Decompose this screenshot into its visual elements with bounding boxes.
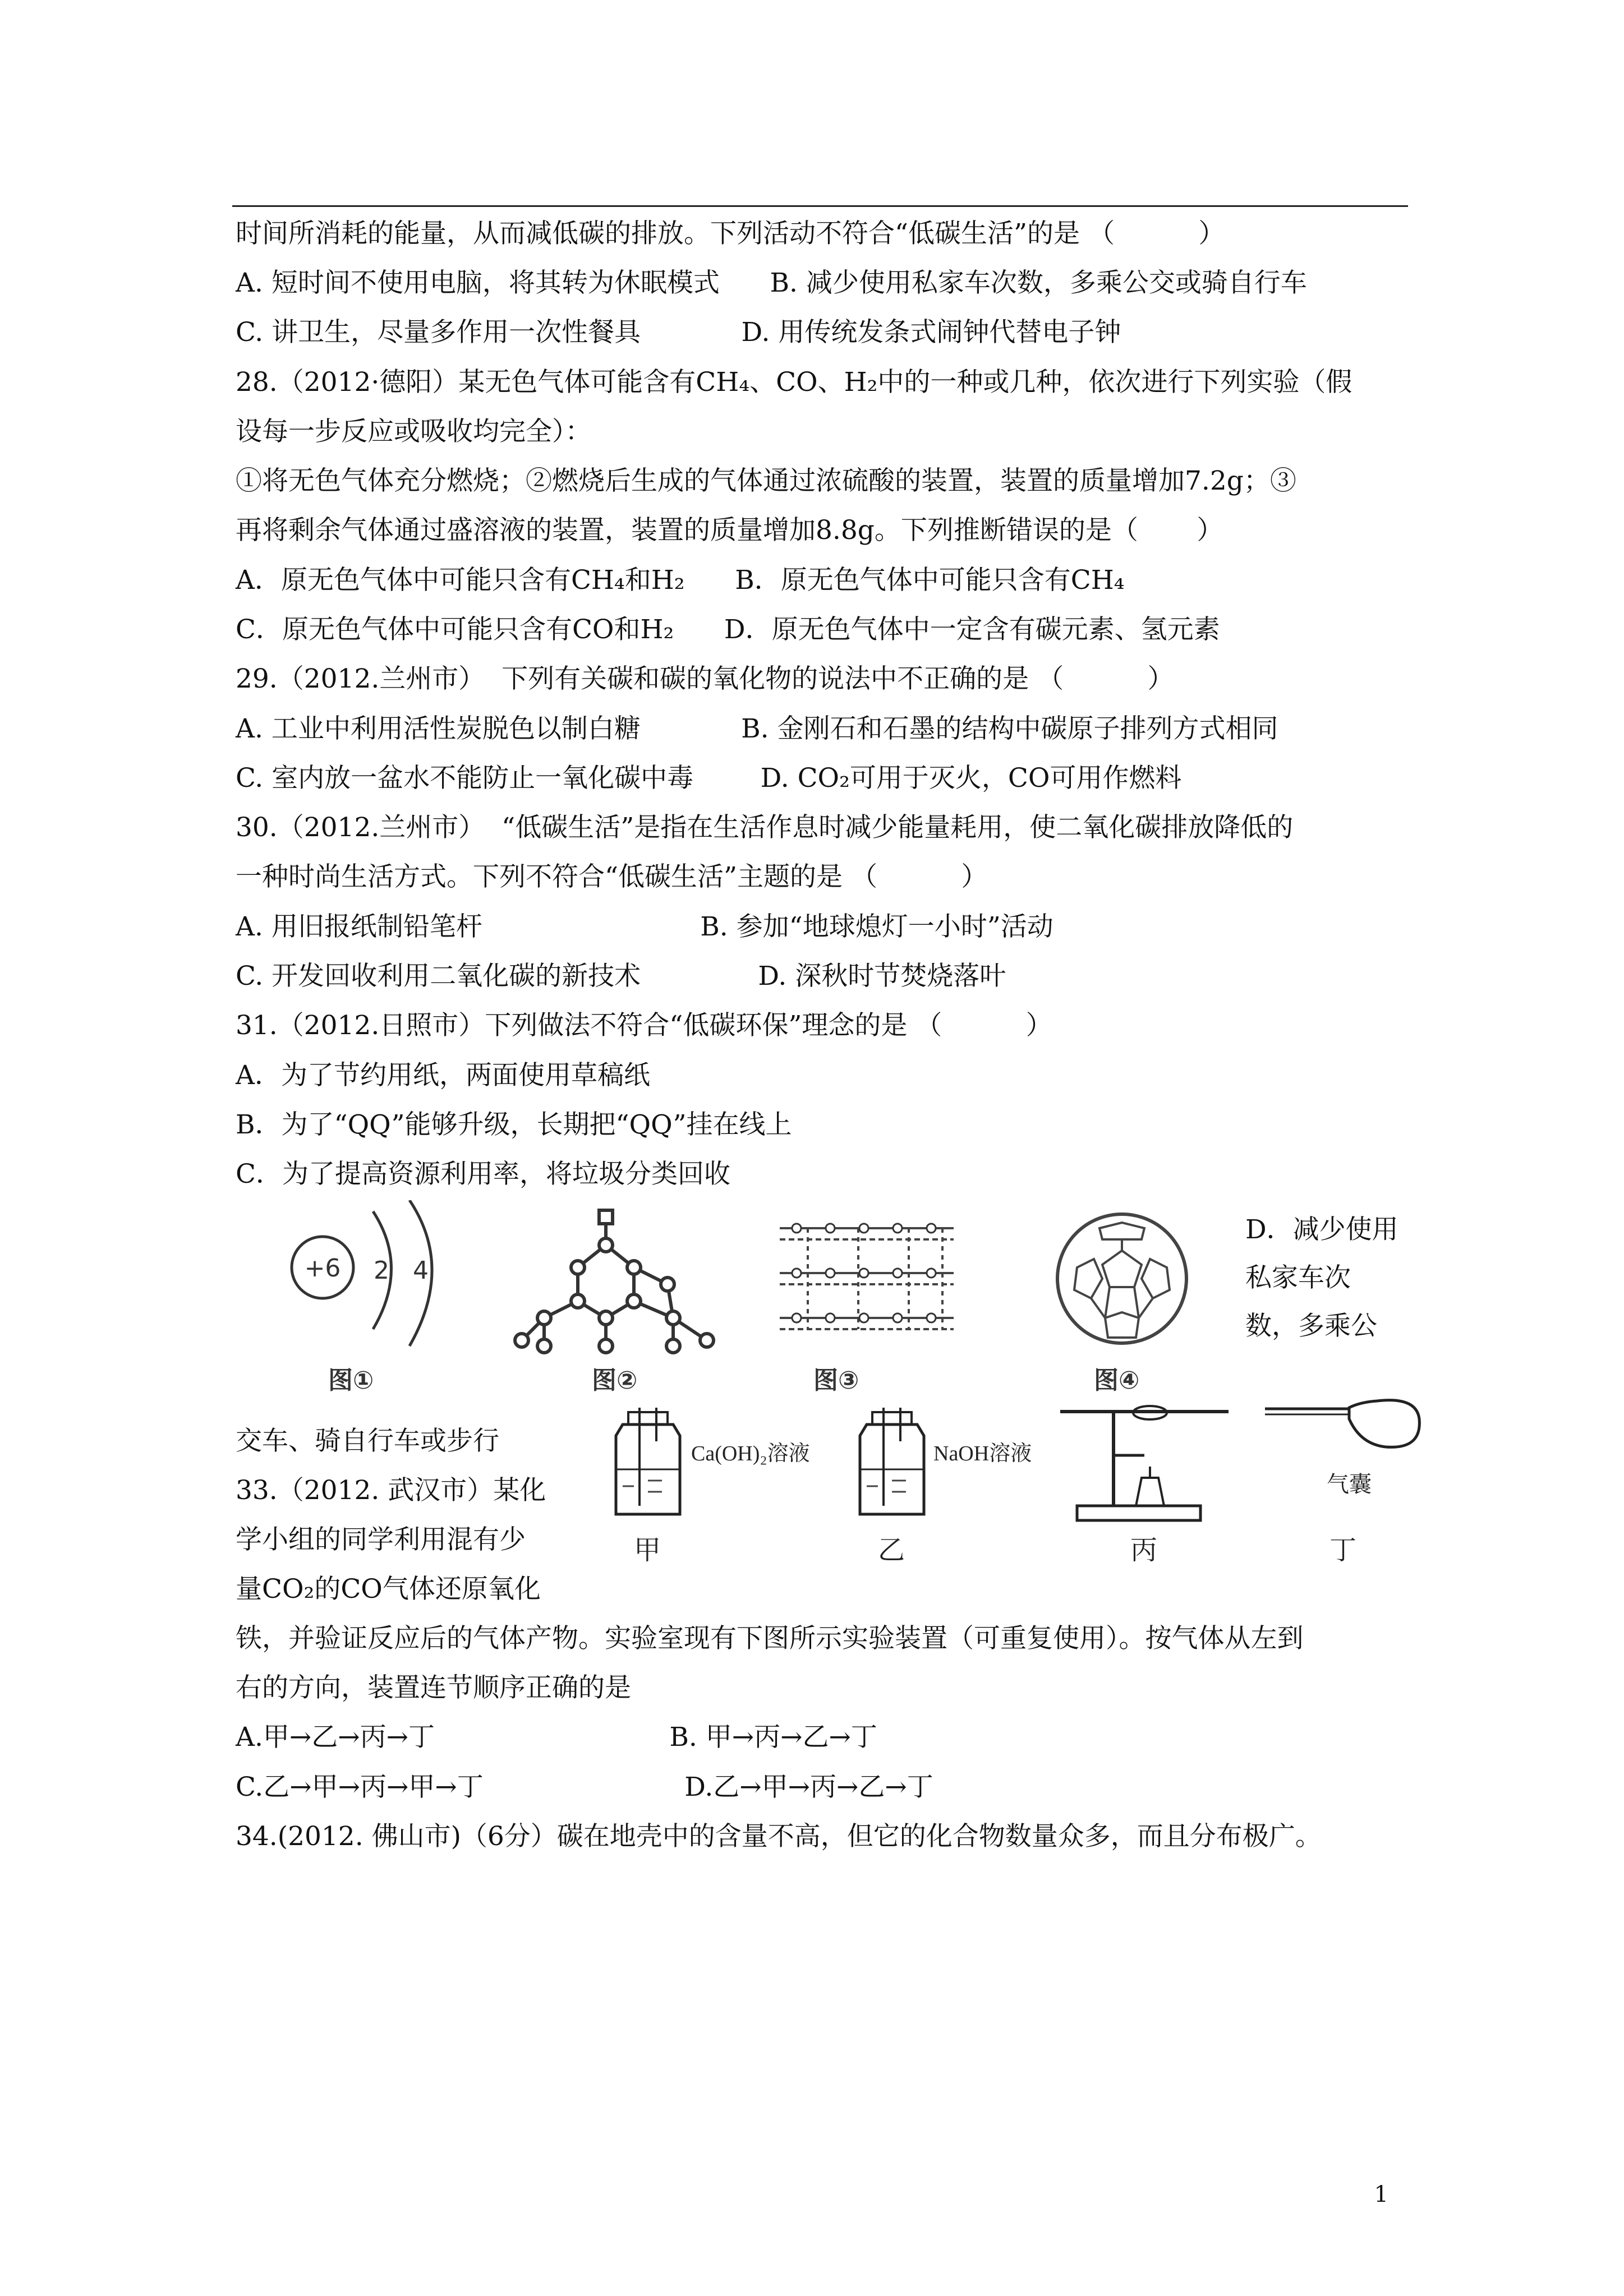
question-31: 31.（2012.日照市）下列做法不符合“低碳环保”理念的是 （ ） [236,1010,1052,1041]
graphite-structure-figure [774,1211,959,1357]
text-line: A.甲→乙→丙→丁 B. 甲→丙→乙→丁 [236,1722,877,1753]
question-30: 30.（2012.兰州市） “低碳生活”是指在生活作息时减少能量耗用，使二氧化碳排放降低的 [236,812,1294,843]
text-line: A. 短时间不使用电脑，将其转为休眠模式 B. 减少使用私家车次数，多乘公交或骑自行车 [236,268,1307,298]
text-line: 时间所消耗的能量，从而减低碳的排放。下列活动不符合“低碳生活”的是 （ ） [236,218,1225,249]
text-line: A. 工业中利用活性炭脱色以制白糖 B. 金刚石和石墨的结构中碳原子排列方式相同 [236,713,1278,744]
text-line: A．为了节约用纸，两面使用草稿纸 [236,1060,650,1091]
apparatus-yi-bottle [850,1408,934,1520]
diamond-structure-figure [505,1200,729,1363]
text-line: 一种时尚生活方式。下列不符合“低碳生活”主题的是 （ ） [236,861,988,892]
text-line: 铁，并验证反应后的气体产物。实验室现有下图所示实验装置（可重复使用）。按气体从左到 [236,1623,1304,1654]
page-number: 1 [1374,2182,1388,2207]
figure-caption-1: 图① [328,1366,374,1395]
carbon-atom-figure [269,1200,454,1380]
question-28: 28.（2012·德阳）某无色气体可能含有CH₄、CO、H₂中的一种或几种，依次进行下列实验（假 [236,367,1352,398]
option-d-line-2: 私家车次 [1245,1262,1351,1293]
text-line: C.乙→甲→丙→甲→丁 D.乙→甲→丙→乙→丁 [236,1772,933,1802]
text-line: A. 用旧报纸制铅笔杆 B. 参加“地球熄灯一小时”活动 [236,911,1053,942]
question-33: 33.（2012. 武汉市）某化 [236,1475,546,1506]
text-line: 右的方向，装置连节顺序正确的是 [236,1672,631,1703]
reagent-label-yi: NaOH溶液 [931,1436,1034,1467]
figure-caption-3: 图③ [813,1366,859,1395]
apparatus-ding-gasbag [1265,1396,1422,1464]
header-rule [232,205,1408,207]
text-line: 再将剩余气体通过盛溶液的装置，装置的质量增加8.8g。下列推断错误的是（ ） [236,515,1223,546]
text-line: A．原无色气体中可能只含有CH₄和H₂ B．原无色气体中可能只含有CH₄ [236,565,1125,596]
question-29: 29.（2012.兰州市） 下列有关碳和碳的氧化物的说法中不正确的是 （ ） [236,663,1174,694]
option-d-line-1: D．减少使用 [1245,1214,1398,1245]
shell-1-label: 2 [374,1256,389,1285]
text-line: 学小组的同学利用混有少 [236,1524,526,1555]
figure-caption-4: 图④ [1094,1366,1140,1395]
c60-structure-figure [1038,1206,1206,1357]
text-line: ①将无色气体充分燃烧；②燃烧后生成的气体通过浓硫酸的装置，装置的质量增加7.2g；③ [236,465,1296,496]
text-line: C. 开发回收利用二氧化碳的新技术 D. 深秋时节焚烧落叶 [236,961,1006,992]
text-line: C．为了提高资源利用率，将垃圾分类回收 [236,1159,730,1190]
text-line: B．为了“QQ”能够升级，长期把“QQ”挂在线上 [236,1109,792,1140]
text-line: 设每一步反应或吸收均完全）： [236,416,592,447]
option-d-line-3: 数，多乘公 [1245,1311,1377,1341]
text-line: C. 室内放一盆水不能防止一氧化碳中毒 D. CO₂可用于灭火，CO可用作燃料 [236,763,1182,794]
figure-caption-2: 图② [592,1366,638,1395]
reagent-label-jia: Ca(OH)₂溶液 [689,1436,812,1467]
apparatus-jia-bottle [606,1408,690,1520]
text-line: C. 讲卫生，尽量多作用一次性餐具 D. 用传统发条式闹钟代替电子钟 [236,317,1121,348]
apparatus-label-ding: 丁 [1329,1534,1357,1566]
question-34: 34.(2012. 佛山市)（6分）碳在地壳中的含量不高，但它的化合物数量众多，而且分布极广。 [236,1821,1322,1852]
shell-2-label: 4 [413,1256,429,1285]
text-line: 量CO₂的CO气体还原氧化 [236,1574,541,1605]
apparatus-label-bing: 丙 [1130,1534,1158,1566]
apparatus-label-jia: 甲 [634,1534,661,1566]
apparatus-label-yi: 乙 [878,1534,905,1566]
nucleus-charge-label: +6 [304,1254,341,1283]
apparatus-bing-burner [1060,1405,1229,1525]
text-line: C．原无色气体中可能只含有CO和H₂ D．原无色气体中一定含有碳元素、氢元素 [236,614,1220,645]
gasbag-label: 气囊 [1327,1472,1372,1497]
option-d-line-4: 交车、骑自行车或步行 [236,1426,499,1456]
